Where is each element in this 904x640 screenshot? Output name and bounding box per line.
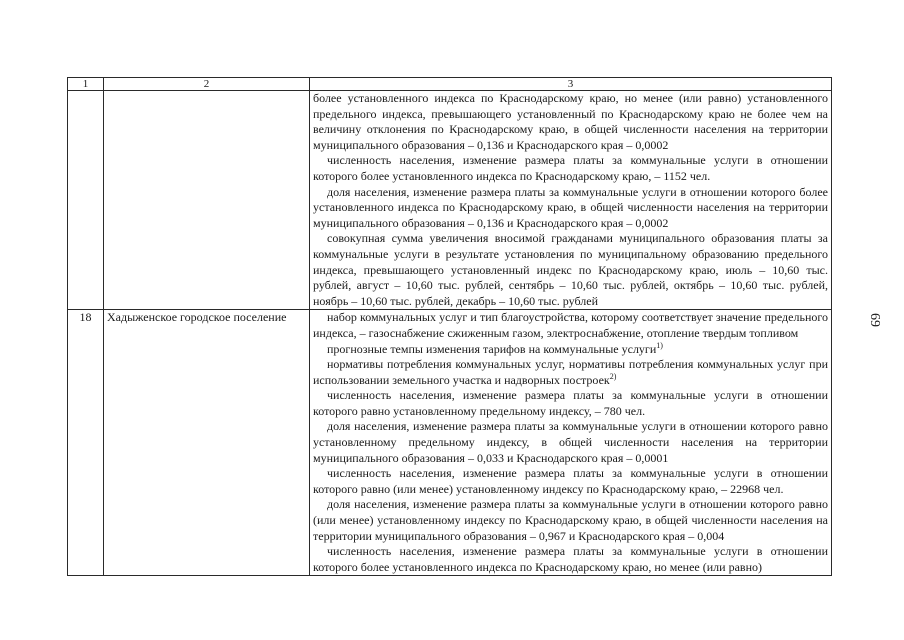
paragraph: доля населения, изменение размера платы за коммунальные услуги в отношении которого равно (или менее) установленному индексу по Краснодарскому краю, в общей численности населения на территории муниципального образования – 0,967 и Краснодарского края – 0,004 bbox=[313, 497, 828, 543]
header-col-1: 1 bbox=[68, 78, 104, 91]
footnote-ref: 2) bbox=[609, 371, 617, 381]
footnote-ref: 1) bbox=[656, 340, 663, 350]
row-number: 18 bbox=[68, 310, 104, 576]
paragraph-text: прогнозные темпы изменения тарифов на коммунальные услуги bbox=[327, 341, 657, 356]
paragraph: набор коммунальных услуг и тип благоустройства, которому соответствует значение предельного индекса, – газоснабжение сжиженным газом, электроснабжение, отопление твердым топливом bbox=[313, 310, 828, 340]
paragraph: доля населения, изменение размера платы за коммунальные услуги в отношении которого равно установленному предельному индексу, в общей численности населения на территории муниципального образования – 0,033 и Краснодарского края – 0,0001 bbox=[313, 419, 828, 465]
paragraph: численность населения, изменение размера платы за коммунальные услуги в отношении которого равно установленному предельному индексу, – 780 чел. bbox=[313, 388, 828, 418]
paragraph: численность населения, изменение размера платы за коммунальные услуги в отношении которого более установленного индекса по Краснодарскому краю, но менее (или равно) bbox=[313, 544, 828, 574]
document-table bbox=[67, 77, 832, 576]
table-row bbox=[68, 310, 832, 576]
header-col-3: 3 bbox=[310, 78, 832, 91]
table-row bbox=[68, 91, 832, 310]
paragraph bbox=[313, 357, 828, 388]
paragraph: численность населения, изменение размера платы за коммунальные услуги в отношении которого более установленного индекса по Краснодарскому краю, – 1152 чел. bbox=[313, 153, 828, 183]
paragraph: доля населения, изменение размера платы за коммунальные услуги в отношении которого более установленного индекса по Краснодарскому краю, в общей численности населения на территории муниципального образования – 0,136 и Краснодарского края – 0,0002 bbox=[313, 184, 828, 230]
row-content bbox=[310, 310, 832, 576]
row-number bbox=[68, 91, 104, 310]
table-header-row bbox=[68, 78, 832, 91]
paragraph-text: нормативы потребления коммунальных услуг, нормативы потребления коммунальных услуг при использовании земельного участка и надворных построек bbox=[313, 357, 828, 387]
paragraph bbox=[313, 342, 828, 358]
page-number: 69 bbox=[867, 313, 882, 327]
municipality-name: Хадыженское городское поселение bbox=[104, 310, 310, 576]
paragraph: численность населения, изменение размера платы за коммунальные услуги в отношении которого равно (или менее) установленному индексу по Краснодарскому краю, – 22968 чел. bbox=[313, 466, 828, 496]
header-col-2: 2 bbox=[104, 78, 310, 91]
paragraph: более установленного индекса по Краснодарскому краю, но менее (или равно) установленного предельного индекса, превышающего установленный по Краснодарскому краю не более чем на величину отклонения по Краснодарскому краю, в общей численности населения на территории муниципального образования – 0,136 и Краснодарского края – 0,0002 bbox=[313, 91, 828, 152]
row-content bbox=[310, 91, 832, 310]
municipality-name bbox=[104, 91, 310, 310]
paragraph: совокупная сумма увеличения вносимой гражданами муниципального образования платы за коммунальные услуги в результате установления по муниципальному образованию предельного индекса, превышающего установленный индекс по Краснодарскому краю, июль – 10,60 тыс. рублей, август – 10,60 тыс. рублей, сентябрь – 10,60 тыс. рублей, октябрь – 10,60 тыс. рублей, ноябрь – 10,60 тыс. рублей, декабрь – 10,60 тыс. рублей bbox=[313, 231, 828, 308]
